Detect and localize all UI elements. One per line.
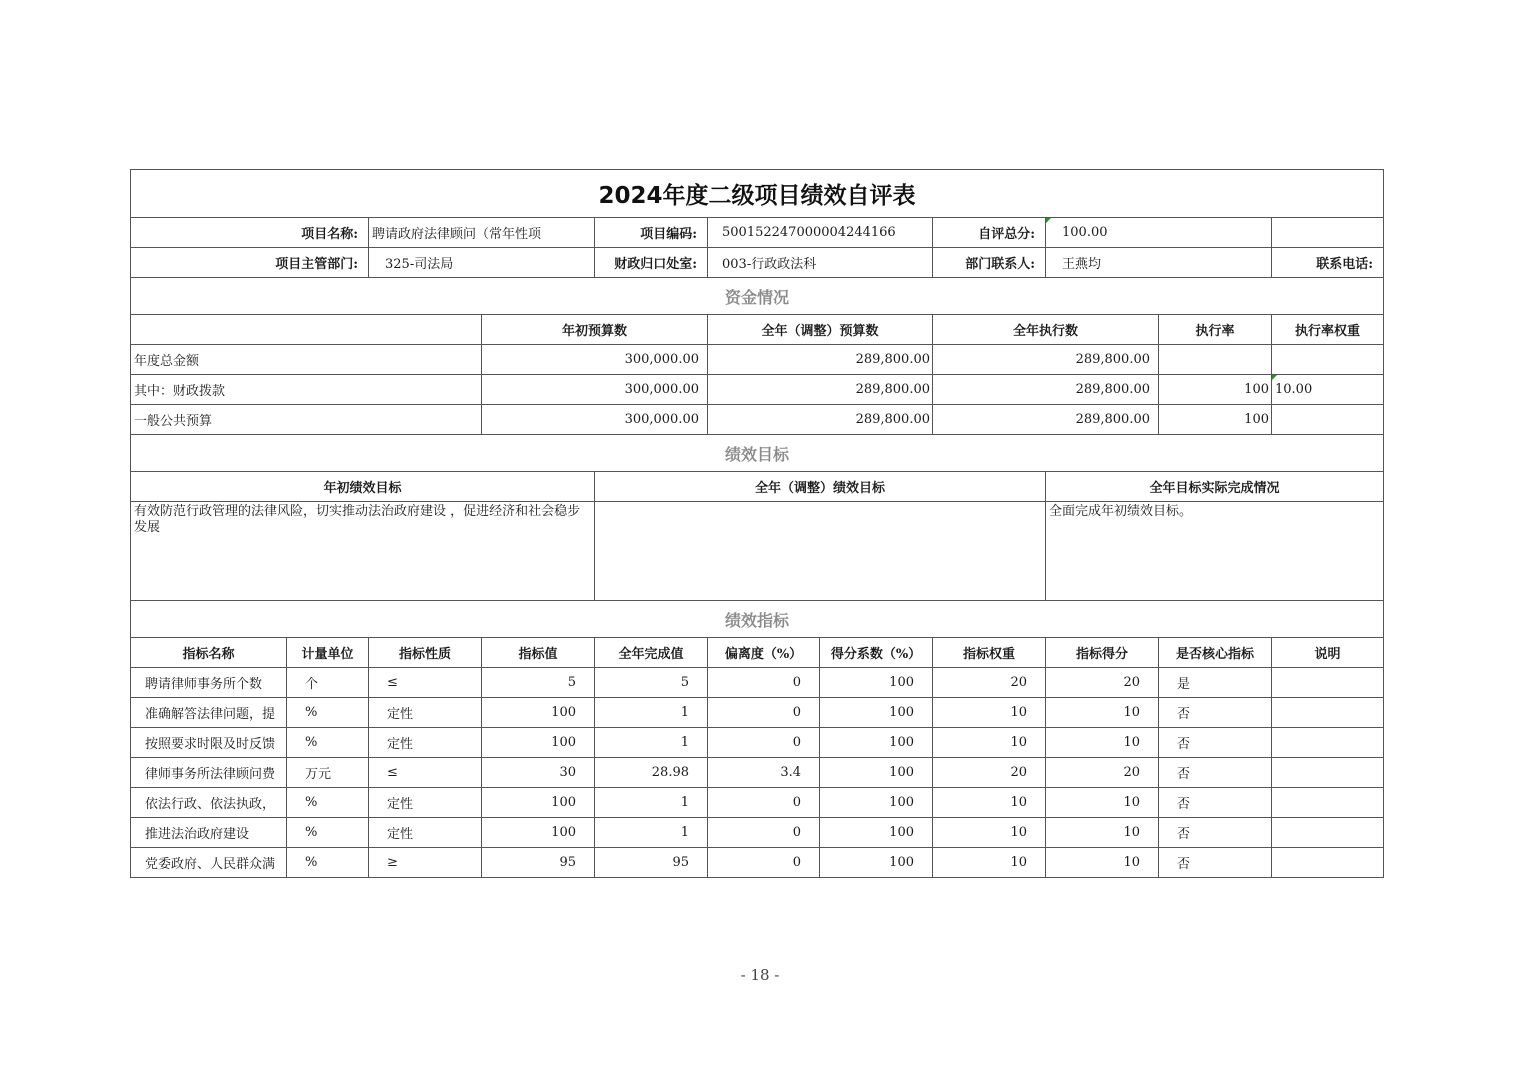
indicator-deviation: 0 <box>708 818 820 848</box>
indicator-target: 95 <box>482 848 595 878</box>
indicator-name: 依法行政、依法执政， <box>131 788 287 818</box>
funds-adjusted: 289,800.00 <box>708 345 933 375</box>
indicator-note <box>1272 788 1384 818</box>
indicator-note <box>1272 758 1384 788</box>
indicator-target: 100 <box>482 788 595 818</box>
funds-row-label: 一般公共预算 <box>131 405 482 435</box>
indicator-score: 10 <box>1046 788 1159 818</box>
indicator-weight: 10 <box>933 818 1046 848</box>
indicator-score: 10 <box>1046 818 1159 848</box>
indicator-core: 否 <box>1159 788 1272 818</box>
funds-section-title: 资金情况 <box>131 278 1384 315</box>
self-score-label: 自评总分: <box>933 218 1046 248</box>
indicator-nature: ≤ <box>369 668 482 698</box>
adjusted-goal-text <box>595 502 1046 601</box>
indicator-name: 准确解答法律问题，提 <box>131 698 287 728</box>
indicator-coefficient: 100 <box>820 728 933 758</box>
header-actual: 全年完成值 <box>595 638 708 668</box>
indicator-unit: 万元 <box>287 758 369 788</box>
department-value: 325-司法局 <box>369 248 595 278</box>
indicator-score: 20 <box>1046 668 1159 698</box>
indicator-note <box>1272 818 1384 848</box>
indicator-weight: 10 <box>933 848 1046 878</box>
indicator-coefficient: 100 <box>820 788 933 818</box>
funds-adjusted: 289,800.00 <box>708 375 933 405</box>
indicator-row <box>131 848 1384 878</box>
indicator-actual: 95 <box>595 848 708 878</box>
header-actual-completion: 全年目标实际完成情况 <box>1046 472 1384 502</box>
indicator-score: 20 <box>1046 758 1159 788</box>
indicator-nature: ≤ <box>369 758 482 788</box>
indicators-header-row <box>131 638 1384 668</box>
indicator-nature: 定性 <box>369 728 482 758</box>
indicator-row <box>131 758 1384 788</box>
funds-rate: 100 <box>1159 375 1272 405</box>
funds-adjusted: 289,800.00 <box>708 405 933 435</box>
funds-row <box>131 405 1384 435</box>
indicator-row <box>131 788 1384 818</box>
header-unit: 计量单位 <box>287 638 369 668</box>
indicator-core: 否 <box>1159 698 1272 728</box>
indicator-row <box>131 668 1384 698</box>
header-score: 指标得分 <box>1046 638 1159 668</box>
contact-value: 王燕均 <box>1046 248 1272 278</box>
indicator-row <box>131 818 1384 848</box>
indicator-target: 100 <box>482 698 595 728</box>
indicator-core: 否 <box>1159 818 1272 848</box>
indicator-core: 否 <box>1159 758 1272 788</box>
indicator-weight: 20 <box>933 668 1046 698</box>
indicator-coefficient: 100 <box>820 848 933 878</box>
project-code-label: 项目编码: <box>595 218 708 248</box>
indicator-name: 律师事务所法律顾问费 <box>131 758 287 788</box>
indicator-deviation: 0 <box>708 848 820 878</box>
funds-executed: 289,800.00 <box>933 405 1159 435</box>
indicator-deviation: 0 <box>708 788 820 818</box>
goals-row <box>131 502 1384 601</box>
funds-executed: 289,800.00 <box>933 345 1159 375</box>
funds-weight <box>1272 405 1384 435</box>
header-note: 说明 <box>1272 638 1384 668</box>
header-nature: 指标性质 <box>369 638 482 668</box>
department-label: 项目主管部门: <box>131 248 369 278</box>
indicator-nature: ≥ <box>369 848 482 878</box>
header-coefficient: 得分系数（%） <box>820 638 933 668</box>
indicator-coefficient: 100 <box>820 758 933 788</box>
indicator-nature: 定性 <box>369 698 482 728</box>
indicator-actual: 5 <box>595 668 708 698</box>
indicator-nature: 定性 <box>369 818 482 848</box>
funds-weight <box>1272 345 1384 375</box>
funds-row <box>131 375 1384 405</box>
funds-initial: 300,000.00 <box>482 375 708 405</box>
indicator-coefficient: 100 <box>820 698 933 728</box>
indicator-deviation: 0 <box>708 698 820 728</box>
indicator-deviation: 0 <box>708 668 820 698</box>
performance-table <box>130 169 1384 878</box>
indicator-coefficient: 100 <box>820 668 933 698</box>
indicator-target: 100 <box>482 818 595 848</box>
header-adjusted-budget: 全年（调整）预算数 <box>708 315 933 345</box>
indicator-actual: 1 <box>595 728 708 758</box>
indicator-target: 5 <box>482 668 595 698</box>
indicator-actual: 1 <box>595 818 708 848</box>
table-title: 2024年度二级项目绩效自评表 <box>131 170 1384 218</box>
indicator-weight: 10 <box>933 698 1046 728</box>
goals-section-title: 绩效目标 <box>131 435 1384 472</box>
indicator-core: 是 <box>1159 668 1272 698</box>
indicator-note <box>1272 728 1384 758</box>
indicator-actual: 1 <box>595 698 708 728</box>
indicator-weight: 10 <box>933 788 1046 818</box>
funds-row-label: 年度总金额 <box>131 345 482 375</box>
header-initial-budget: 年初预算数 <box>482 315 708 345</box>
indicator-deviation: 3.4 <box>708 758 820 788</box>
funds-initial: 300,000.00 <box>482 345 708 375</box>
indicator-core: 否 <box>1159 728 1272 758</box>
funds-weight: 10.00 <box>1272 375 1384 405</box>
indicator-row <box>131 698 1384 728</box>
funds-rate <box>1159 345 1272 375</box>
header-indicator-name: 指标名称 <box>131 638 287 668</box>
indicator-unit: 个 <box>287 668 369 698</box>
funds-header-row <box>131 315 1384 345</box>
funds-row-label: 其中：财政拨款 <box>131 375 482 405</box>
indicator-note <box>1272 668 1384 698</box>
indicator-target: 100 <box>482 728 595 758</box>
self-score-value: 100.00 <box>1046 218 1272 248</box>
indicator-name: 党委政府、人民群众满 <box>131 848 287 878</box>
indicator-note <box>1272 848 1384 878</box>
indicator-note <box>1272 698 1384 728</box>
indicator-actual: 1 <box>595 788 708 818</box>
funds-executed: 289,800.00 <box>933 375 1159 405</box>
actual-completion-text: 全面完成年初绩效目标。 <box>1046 502 1384 601</box>
indicator-unit: % <box>287 788 369 818</box>
indicator-unit: % <box>287 698 369 728</box>
indicator-unit: % <box>287 848 369 878</box>
project-code-value: 500152247000004244166 <box>708 218 933 248</box>
contact-label: 部门联系人: <box>933 248 1046 278</box>
project-name-label: 项目名称: <box>131 218 369 248</box>
indicator-name: 聘请律师事务所个数 <box>131 668 287 698</box>
funds-initial: 300,000.00 <box>482 405 708 435</box>
indicator-unit: % <box>287 728 369 758</box>
goals-header-row <box>131 472 1384 502</box>
indicators-section-title: 绩效指标 <box>131 601 1384 638</box>
finance-office-value: 003-行政政法科 <box>708 248 933 278</box>
info-row-1 <box>131 218 1384 248</box>
indicator-deviation: 0 <box>708 728 820 758</box>
header-core: 是否核心指标 <box>1159 638 1272 668</box>
project-name-value: 聘请政府法律顾问（常年性项 <box>369 218 595 248</box>
header-deviation: 偏离度（%） <box>708 638 820 668</box>
indicator-score: 10 <box>1046 848 1159 878</box>
finance-office-label: 财政归口处室: <box>595 248 708 278</box>
header-rate-weight: 执行率权重 <box>1272 315 1384 345</box>
indicator-name: 按照要求时限及时反馈 <box>131 728 287 758</box>
indicator-actual: 28.98 <box>595 758 708 788</box>
funds-row <box>131 345 1384 375</box>
header-executed: 全年执行数 <box>933 315 1159 345</box>
header-target: 指标值 <box>482 638 595 668</box>
indicator-name: 推进法治政府建设 <box>131 818 287 848</box>
indicator-coefficient: 100 <box>820 818 933 848</box>
header-weight: 指标权重 <box>933 638 1046 668</box>
initial-goal-text: 有效防范行政管理的法律风险，切实推动法治政府建设 ，促进经济和社会稳步发展 <box>131 502 595 601</box>
header-adjusted-goal: 全年（调整）绩效目标 <box>595 472 1046 502</box>
indicator-weight: 20 <box>933 758 1046 788</box>
indicator-unit: % <box>287 818 369 848</box>
empty-cell <box>131 315 482 345</box>
indicator-nature: 定性 <box>369 788 482 818</box>
header-initial-goal: 年初绩效目标 <box>131 472 595 502</box>
indicator-weight: 10 <box>933 728 1046 758</box>
funds-rate: 100 <box>1159 405 1272 435</box>
page-number: - 18 - <box>740 966 780 984</box>
phone-label: 联系电话: <box>1272 248 1384 278</box>
indicator-score: 10 <box>1046 728 1159 758</box>
indicator-core: 否 <box>1159 848 1272 878</box>
indicator-score: 10 <box>1046 698 1159 728</box>
info-row-2 <box>131 248 1384 278</box>
empty-cell <box>1272 218 1384 248</box>
indicator-row <box>131 728 1384 758</box>
indicator-target: 30 <box>482 758 595 788</box>
header-exec-rate: 执行率 <box>1159 315 1272 345</box>
